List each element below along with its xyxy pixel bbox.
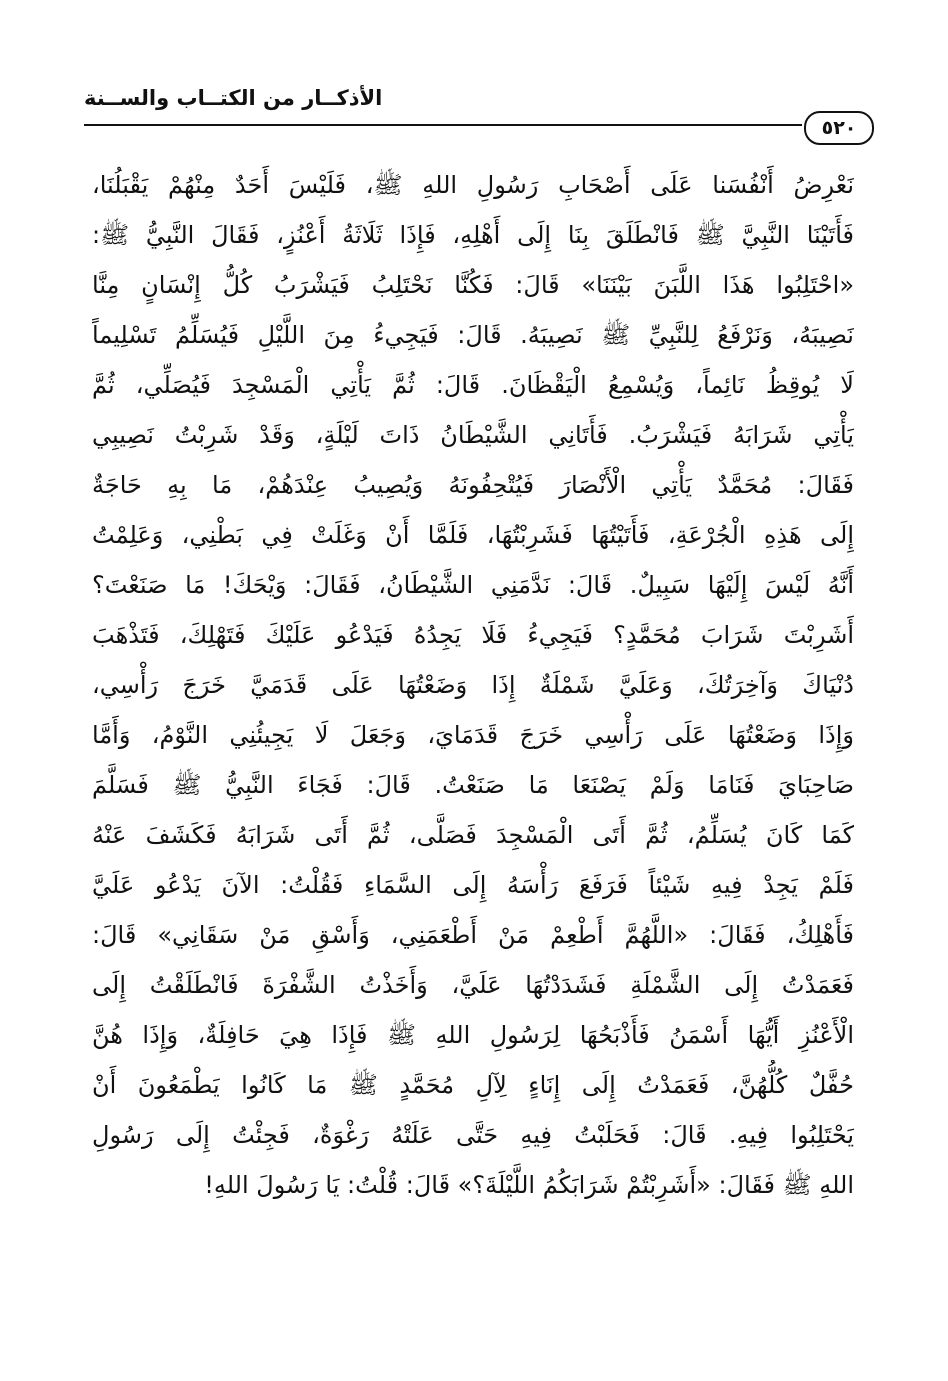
- text-line: دُنْيَاكَ وَآخِرَتُكَ، وَعَلَيَّ شَمْلَةٌ إِذَا وَضَعْتُهَا عَلَى قَدَمَيَّ خَرَجَ رَأْسِي،: [92, 671, 854, 699]
- text-line: اللهِ ﷺ فَقَالَ: «أَشَرِبْتُمْ شَرَابَكُمُ اللَّيْلَةَ؟» قَالَ: قُلْتُ: يَا رَسُولَ اللهِ!: [204, 1171, 854, 1199]
- text-line: فَقَالَ: مُحَمَّدٌ يَأْتِي الْأَنْصَارَ فَيُتْحِفُونَهُ وَيُصِيبُ عِنْدَهُمْ، مَا بِهِ حَاجَةٌ: [92, 471, 854, 499]
- text-line: الْأَعْنُزِ أَيُّهَا أَسْمَنُ فَأَذْبَحُهَا لِرَسُولِ اللهِ ﷺ فَإِذَا هِيَ حَافِلَةٌ، وَإِذَا هُنَّ: [92, 1021, 854, 1049]
- text-line: فَأَتَيْنَا النَّبِيَّ ﷺ فَانْطَلَقَ بِنَا إِلَى أَهْلِهِ، فَإِذَا ثَلَاثَةُ أَعْنُزٍ، فَقَالَ النَّبِيُّ ﷺ:: [92, 221, 854, 249]
- text-line: وَإِذَا وَضَعْتُهَا عَلَى رَأْسِي خَرَجَ قَدَمَايَ، وَجَعَلَ لَا يَجِيئُنِي النَّوْمُ، وَأَمَّا: [92, 721, 854, 749]
- text-line: يَحْتَلِبُوا فِيهِ. قَالَ: فَحَلَبْتُ فِيهِ حَتَّى عَلَتْهُ رَغْوَةٌ، فَجِئْتُ إِلَى رَسُولِ: [92, 1121, 854, 1149]
- running-title: الأذكــار من الكتــاب والســنة: [84, 86, 383, 110]
- body-text: [92, 160, 854, 1210]
- text-line: أَنَّهُ لَيْسَ إِلَيْهَا سَبِيلٌ. قَالَ: نَدَّمَنِي الشَّيْطَانُ، فَقَالَ: وَيْحَكَ! مَا صَنَعْتَ؟: [92, 571, 854, 599]
- text-line: فَلَمْ يَجِدْ فِيهِ شَيْئاً فَرَفَعَ رَأْسَهُ إِلَى السَّمَاءِ فَقُلْتُ: الآنَ يَدْعُو عَلَيَّ: [92, 871, 854, 899]
- text-line: فَأَهْلِكُ، فَقَالَ: «اللَّهُمَّ أَطْعِمْ مَنْ أَطْعَمَنِي، وَأَسْقِ مَنْ سَقَانِي» قَالَ:: [92, 921, 854, 949]
- text-line: لَا يُوقِظُ نَائِماً، وَيُسْمِعُ الْيَقْظَانَ. قَالَ: ثُمَّ يَأْتِي الْمَسْجِدَ فَيُصَلِّي، ثُمَّ: [92, 371, 854, 399]
- text-line: أَشَرِبْتَ شَرَابَ مُحَمَّدٍ؟ فَيَجِيءُ فَلَا يَجِدُهُ فَيَدْعُو عَلَيْكَ فَتَهْلِكَ، فَتَذْهَبَ: [92, 621, 854, 649]
- text-line: فَعَمَدْتُ إِلَى الشَّمْلَةِ فَشَدَدْتُهَا عَلَيَّ، وَأَخَذْتُ الشَّفْرَةَ فَانْطَلَقْتُ إِلَى: [92, 971, 854, 999]
- text-line: يَأْتِي شَرَابَهُ فَيَشْرَبُ. فَأَتَانِي الشَّيْطَانُ ذَاتَ لَيْلَةٍ، وَقَدْ شَرِبْتُ نَصِيبِي: [92, 421, 854, 449]
- page-number-badge: ٥٢٠: [804, 111, 874, 145]
- text-line: «احْتَلِبُوا هَذَا اللَّبَنَ بَيْنَنَا» قَالَ: فَكُنَّا نَحْتَلِبُ فَيَشْرَبُ كُلُّ إِنْسَانٍ مِنَّا: [92, 271, 854, 299]
- text-line: نَصِيبَهُ، وَنَرْفَعُ لِلنَّبِيِّ ﷺ نَصِيبَهُ. قَالَ: فَيَجِيءُ مِنَ اللَّيْلِ فَيُسَلِّمُ تَسْلِيماً: [92, 321, 854, 349]
- text-line: حُفَّلٌ كُلُّهُنَّ، فَعَمَدْتُ إِلَى إِنَاءٍ لِآلِ مُحَمَّدٍ ﷺ مَا كَانُوا يَطْمَعُونَ أَنْ: [92, 1071, 854, 1099]
- text-line: نَعْرِضُ أَنْفُسَنا عَلَى أَصْحَابِ رَسُولِ اللهِ ﷺ، فَلَيْسَ أَحَدٌ مِنْهُمْ يَقْبَلُنَا،: [92, 171, 854, 199]
- text-line: كَمَا كَانَ يُسَلِّمُ، ثُمَّ أَتَى الْمَسْجِدَ فَصَلَّى، ثُمَّ أَتَى شَرَابَهُ فَكَشَفَ عَنْهُ: [92, 821, 854, 849]
- page-header: [84, 86, 866, 116]
- text-line: إِلَى هَذِهِ الْجُرْعَةِ، فَأَتَيْتُهَا فَشَرِبْتُهَا، فَلَمَّا أَنْ وَغَلَتْ فِي بَطْنِي، وَعَلِمْتُ: [92, 521, 854, 549]
- text-line: صَاحِبَايَ فَنَامَا وَلَمْ يَصْنَعَا مَا صَنَعْتُ. قَالَ: فَجَاءَ النَّبِيُّ ﷺ فَسَلَّمَ: [92, 771, 854, 799]
- header-rule: [84, 124, 802, 126]
